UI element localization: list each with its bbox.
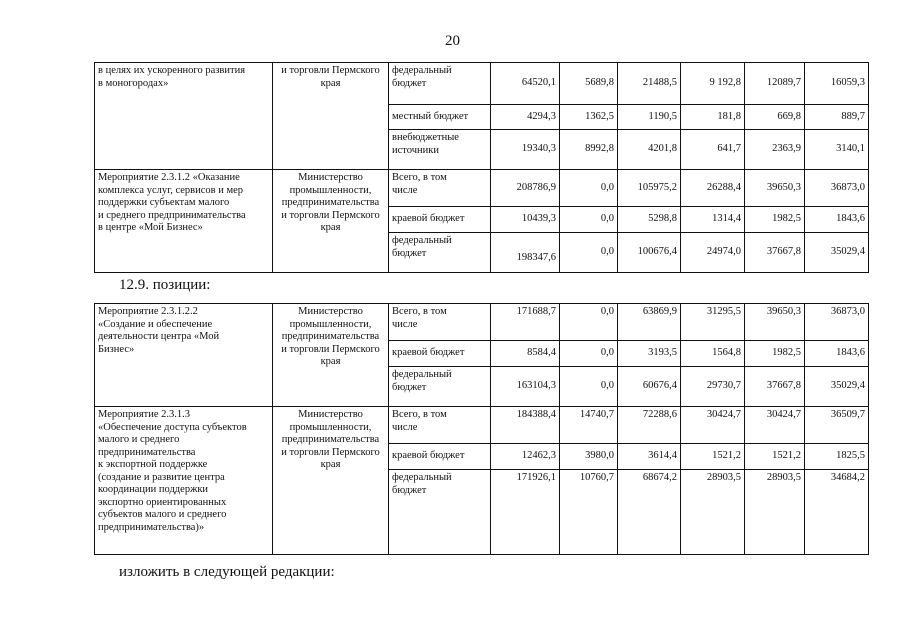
- page-number: 20: [445, 33, 460, 49]
- amount-cell: 12089,7: [745, 63, 805, 105]
- funding-source-cell: Всего, в том числе: [389, 170, 491, 207]
- amount-cell: 68674,2: [618, 470, 681, 555]
- amount-cell: 0,0: [560, 207, 618, 233]
- amount-cell: 1843,6: [805, 341, 869, 367]
- amount-cell: 198347,6: [491, 233, 560, 273]
- amount-cell: 60676,4: [618, 367, 681, 407]
- amount-cell: 3980,0: [560, 444, 618, 470]
- amount-cell: 0,0: [560, 341, 618, 367]
- responsible-cell: Министерство промышленности, предпринимательства и торговли Пермского края: [273, 170, 389, 273]
- amount-cell: 1362,5: [560, 105, 618, 130]
- amount-cell: 35029,4: [805, 233, 869, 273]
- responsible-cell: Министерство промышленности, предпринимательства и торговли Пермского края: [273, 304, 389, 407]
- program-table-positions: [94, 303, 869, 555]
- measure-name-cell: Мероприятие 2.3.1.3 «Обеспечение доступа субъектов малого и среднего предпринимательства к экспортной поддержке (создание и развитие центра координации поддержки экспортно ориентированных субъектов малого и среднего предпринимательства)»: [95, 407, 273, 555]
- amount-cell: 181,8: [681, 105, 745, 130]
- amount-cell: 16059,3: [805, 63, 869, 105]
- amount-cell: 36873,0: [805, 304, 869, 341]
- amount-cell: 28903,5: [745, 470, 805, 555]
- amount-cell: 39650,3: [745, 304, 805, 341]
- measure-name-cell: в целях их ускоренного развития в моногородах»: [95, 63, 273, 170]
- amount-cell: 3614,4: [618, 444, 681, 470]
- amount-cell: 1982,5: [745, 341, 805, 367]
- table-row: [95, 304, 869, 341]
- amount-cell: 37667,8: [745, 367, 805, 407]
- amount-cell: 1982,5: [745, 207, 805, 233]
- amount-cell: 1825,5: [805, 444, 869, 470]
- funding-source-cell: федеральный бюджет: [389, 470, 491, 555]
- funding-source-cell: краевой бюджет: [389, 207, 491, 233]
- funding-source-cell: краевой бюджет: [389, 341, 491, 367]
- amount-cell: 0,0: [560, 304, 618, 341]
- funding-source-cell: федеральный бюджет: [389, 233, 491, 273]
- table-row: [95, 63, 869, 105]
- funding-source-cell: Всего, в том числе: [389, 304, 491, 341]
- amount-cell: 37667,8: [745, 233, 805, 273]
- program-table-continued: [94, 62, 869, 273]
- amount-cell: 2363,9: [745, 130, 805, 170]
- amount-cell: 889,7: [805, 105, 869, 130]
- amount-cell: 163104,3: [491, 367, 560, 407]
- amount-cell: 669,8: [745, 105, 805, 130]
- amount-cell: 30424,7: [681, 407, 745, 444]
- amount-cell: 63869,9: [618, 304, 681, 341]
- amount-cell: 21488,5: [618, 63, 681, 105]
- amount-cell: 29730,7: [681, 367, 745, 407]
- amount-cell: 34684,2: [805, 470, 869, 555]
- amount-cell: 3140,1: [805, 130, 869, 170]
- table-row: [95, 407, 869, 444]
- amount-cell: 5298,8: [618, 207, 681, 233]
- table-row: [95, 170, 869, 207]
- amount-cell: 1521,2: [681, 444, 745, 470]
- amount-cell: 36873,0: [805, 170, 869, 207]
- amount-cell: 100676,4: [618, 233, 681, 273]
- amount-cell: 5689,8: [560, 63, 618, 105]
- amount-cell: 9 192,8: [681, 63, 745, 105]
- responsible-cell: Министерство промышленности, предпринимательства и торговли Пермского края: [273, 407, 389, 555]
- amount-cell: 8992,8: [560, 130, 618, 170]
- amount-cell: 28903,5: [681, 470, 745, 555]
- amount-cell: 36509,7: [805, 407, 869, 444]
- amount-cell: 10439,3: [491, 207, 560, 233]
- amount-cell: 1521,2: [745, 444, 805, 470]
- amount-cell: 4294,3: [491, 105, 560, 130]
- amount-cell: 8584,4: [491, 341, 560, 367]
- amount-cell: 26288,4: [681, 170, 745, 207]
- amount-cell: 208786,9: [491, 170, 560, 207]
- amount-cell: 1314,4: [681, 207, 745, 233]
- amount-cell: 3193,5: [618, 341, 681, 367]
- measure-name-cell: Мероприятие 2.3.1.2.2 «Создание и обеспечение деятельности центра «Мой Бизнес»: [95, 304, 273, 407]
- funding-source-cell: внебюджетные источники: [389, 130, 491, 170]
- amount-cell: 0,0: [560, 170, 618, 207]
- amount-cell: 1564,8: [681, 341, 745, 367]
- funding-source-cell: федеральный бюджет: [389, 63, 491, 105]
- amount-cell: 171926,1: [491, 470, 560, 555]
- measure-name-cell: Мероприятие 2.3.1.2 «Оказание комплекса услуг, сервисов и мер поддержки субъектам малого и среднего предпринимательства в центре «Мой Бизнес»: [95, 170, 273, 273]
- funding-source-cell: местный бюджет: [389, 105, 491, 130]
- amount-cell: 31295,5: [681, 304, 745, 341]
- responsible-cell: и торговли Пермского края: [273, 63, 389, 170]
- closing-text: изложить в следующей редакции:: [119, 564, 335, 580]
- amount-cell: 171688,7: [491, 304, 560, 341]
- amount-cell: 39650,3: [745, 170, 805, 207]
- amount-cell: 24974,0: [681, 233, 745, 273]
- amount-cell: 1190,5: [618, 105, 681, 130]
- section-heading: 12.9. позиции:: [119, 277, 211, 293]
- amount-cell: 35029,4: [805, 367, 869, 407]
- funding-source-cell: Всего, в том числе: [389, 407, 491, 444]
- amount-cell: 64520,1: [491, 63, 560, 105]
- amount-cell: 184388,4: [491, 407, 560, 444]
- funding-source-cell: краевой бюджет: [389, 444, 491, 470]
- amount-cell: 105975,2: [618, 170, 681, 207]
- amount-cell: 12462,3: [491, 444, 560, 470]
- amount-cell: 14740,7: [560, 407, 618, 444]
- amount-cell: 4201,8: [618, 130, 681, 170]
- amount-cell: 641,7: [681, 130, 745, 170]
- amount-cell: 1843,6: [805, 207, 869, 233]
- amount-cell: 10760,7: [560, 470, 618, 555]
- amount-cell: 30424,7: [745, 407, 805, 444]
- amount-cell: 0,0: [560, 367, 618, 407]
- amount-cell: 19340,3: [491, 130, 560, 170]
- amount-cell: 72288,6: [618, 407, 681, 444]
- funding-source-cell: федеральный бюджет: [389, 367, 491, 407]
- amount-cell: 0,0: [560, 233, 618, 273]
